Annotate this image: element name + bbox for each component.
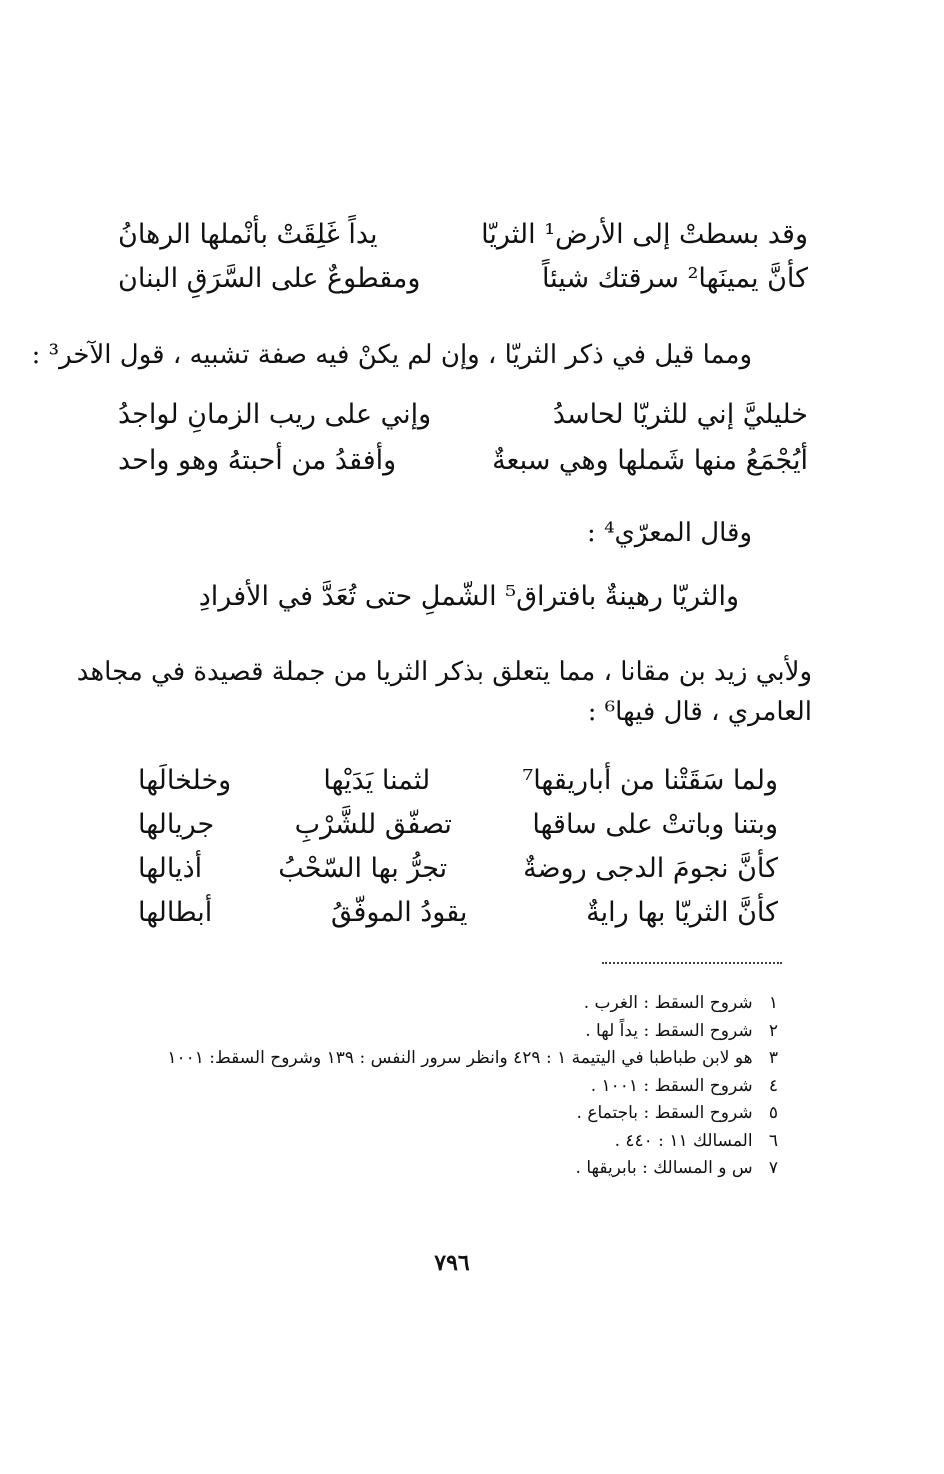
verse-first-hemistich: ولما سَقَتْنا من أباريقها⁷	[522, 765, 778, 796]
footnote-number: ٧	[768, 1158, 778, 1178]
verse-line	[138, 808, 778, 842]
verse-second-hemistich: وأفقدُ من أحبتهُ وهو واحد	[118, 445, 397, 476]
footnote	[98, 1018, 778, 1046]
single-verse: والثريّا رهينةٌ بافتراق⁵ الشّملِ حتى تُعَدَّ في الأفرادِ	[198, 581, 739, 612]
footnote	[98, 1073, 778, 1101]
verse-line	[138, 764, 778, 798]
verse-second-hemistich: جريالها	[138, 809, 215, 840]
verse-middle: يقودُ الموفّقُ	[330, 897, 468, 928]
verse-middle: تجرُّ بها السّحْبُ	[278, 853, 448, 884]
prose-paragraph	[76, 652, 812, 732]
verse-first-hemistich: خليليَّ إني للثريّا لحاسدُ	[552, 399, 808, 430]
verse-line	[138, 896, 778, 930]
verse-line	[138, 852, 778, 886]
verse-first-hemistich: وبتنا وباتتْ على ساقها	[532, 809, 778, 840]
verse-second-hemistich: أذيالها	[138, 853, 203, 884]
footnote	[98, 990, 778, 1018]
verse-second-hemistich: يداً غَلِقَتْ بأنْملها الرهانُ	[118, 219, 378, 250]
verse-line	[118, 218, 808, 252]
footnote-separator	[602, 962, 782, 964]
footnote-text: المسالك ١١ : ٤٤٠ .	[614, 1130, 753, 1151]
footnote-text: شروح السقط : يداً لها .	[585, 1020, 753, 1041]
footnote-number: ٢	[768, 1020, 778, 1041]
footnote-number: ١	[768, 993, 778, 1013]
footnote-text: شروح السقط : ١٠٠١ .	[590, 1075, 753, 1096]
verse-middle: لثمنا يَدَيْها	[323, 765, 431, 796]
verse-second-hemistich: وإني على ريب الزمانِ لواجدُ	[118, 399, 432, 430]
footnotes	[98, 990, 778, 1183]
footnote-text: س و المسالك : بابريقها .	[575, 1158, 753, 1178]
footnote	[98, 1155, 778, 1183]
footnote	[98, 1045, 778, 1073]
footnote	[98, 1100, 778, 1128]
verse-second-hemistich: وخلخالَها	[138, 765, 232, 796]
verse-first-hemistich: كأنَّ يمينَها² سرقتك شيئاً	[541, 263, 808, 294]
footnote-text: شروح السقط : الغرب .	[583, 993, 753, 1013]
verse-first-hemistich: كأنَّ الثريّا بها رايةٌ	[586, 897, 778, 928]
page-number: ٧٩٦	[434, 1250, 470, 1276]
footnote-number: ٤	[768, 1075, 778, 1096]
paragraph-line: العامري ، قال فيها⁶ :	[587, 697, 812, 727]
footnote	[98, 1128, 778, 1156]
paragraph-line: ولأبي زيد بن مقانا ، مما يتعلق بذكر الثريا من جملة قصيدة في مجاهد	[76, 657, 812, 687]
footnote-text: شروح السقط : باجتماع .	[576, 1103, 753, 1123]
verse-first-hemistich: وقد بسطتْ إلى الأرض¹ الثريّا	[481, 219, 808, 250]
verse-second-hemistich: أبطالها	[138, 897, 213, 928]
footnote-number: ٦	[768, 1130, 778, 1151]
verse-second-hemistich: ومقطوعٌ على السَّرَقِ البنان	[118, 263, 421, 294]
prose-paragraph: ومما قيل في ذكر الثريّا ، وإن لم يكنْ فيه صفة تشبيه ، قول الآخر³ :	[31, 340, 752, 370]
verse-first-hemistich: كأنَّ نجومَ الدجى روضةٌ	[523, 853, 778, 884]
verse-line	[118, 444, 808, 478]
footnote-number: ٣	[768, 1048, 778, 1068]
verse-line	[118, 262, 808, 296]
footnote-text: هو لابن طباطبا في اليتيمة ١ : ٤٢٩ وانظر سرور النفس : ١٣٩ وشروح السقط: ١٠٠١	[167, 1048, 753, 1068]
prose-intro: وقال المعرّي⁴ :	[587, 518, 752, 548]
footnote-number: ٥	[768, 1103, 778, 1123]
verse-line	[118, 398, 808, 432]
verse-middle: تصفّق للشَّرْبِ	[294, 809, 452, 840]
verse-first-hemistich: أيُجْمَعُ منها شَملها وهي سبعةٌ	[492, 445, 808, 476]
